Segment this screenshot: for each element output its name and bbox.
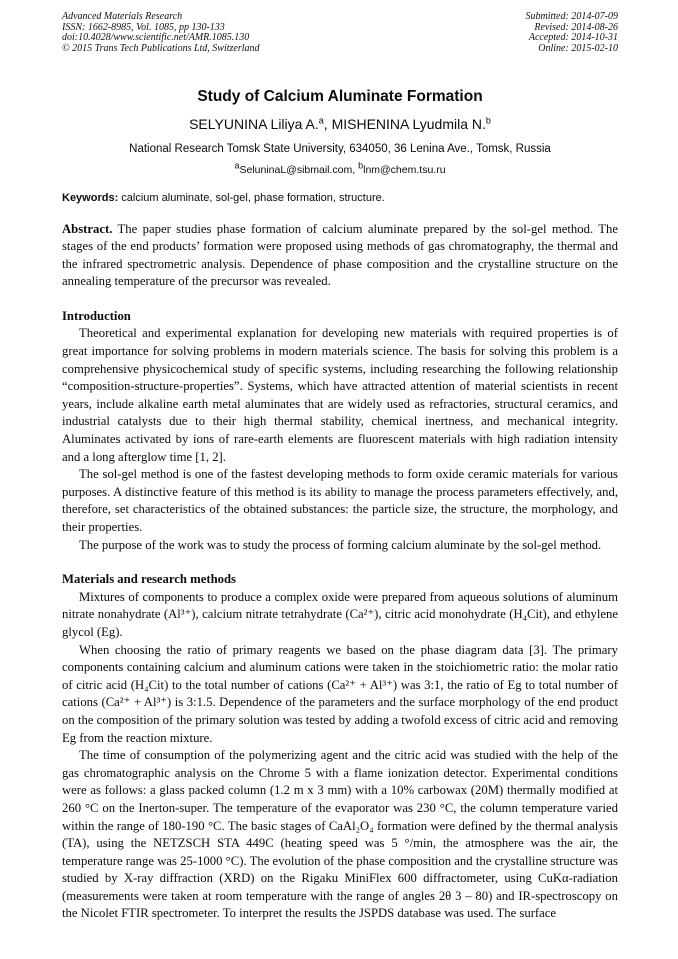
journal-header [62,12,618,54]
email-b-superscript: b [358,160,364,171]
introduction-paragraph-3: The purpose of the work was to study the process of forming calcium aluminate by the sol-gel method. [79,537,602,552]
journal-name: Advanced Materials Research [62,11,183,22]
section-heading-introduction: Introduction [62,308,131,323]
email-a: SeluninaL@sibmail.com [239,164,353,176]
emails-separator: , [352,164,359,176]
section-heading-materials-methods: Materials and research methods [62,572,236,587]
abstract-label: Abstract. [62,221,113,236]
abstract-text: The paper studies phase formation of calcium aluminate prepared by the sol-gel method. The stages of the end products’ formation were proposed using methods of gas chromatography, the thermal and the infrared spectrometric analysis. Dependence of phase composition and the crystalline structure on the annealing temperature of the precursor was revealed. [62,221,618,289]
affiliation-line: National Research Tomsk State University, 634050, 36 Lenina Ave., Tomsk, Russia [129,143,551,155]
abstract-paragraph [62,221,618,291]
author-b-superscript: b [485,115,491,126]
keywords-label: Keywords: [62,192,119,204]
submission-dates [526,12,619,54]
paper-title: Study of Calcium Aluminate Formation [197,88,483,105]
keywords-line [62,192,618,206]
submitted-date: Submitted: 2014-07-09 [525,11,618,22]
keywords-text: calcium aluminate, sol-gel, phase formation, structure. [118,192,385,204]
journal-issn-volume: ISSN: 1662-8985, Vol. 1085, pp 130-133 [62,21,225,33]
author-a-name: SELYUNINA Liliya A. [189,116,319,132]
online-date: Online: 2015-02-10 [538,42,618,54]
introduction-paragraph-2: The sol-gel method is one of the fastest developing methods to form oxide ceramic materials for various purposes. A distinctive feature of this method is its ability to manage the process parameters effectively, and, therefore, set characteristics of the obtained substances: the particle size, the structure, the morphology, and their properties. [62,467,618,534]
revised-date: Revised: 2014-08-26 [534,21,618,33]
introduction-paragraph-1: Theoretical and experimental explanation for developing new materials with required properties is of great importance for solving problems in modern materials science. The basis for solving this problem is a comprehensive physicochemical study of specific systems, including researching the following relationship “composition-structure-properties”. Systems, which have attracted attention of material scientists in recent years, include alkaline earth metal aluminates that are widely used as refractories, structural ceramics, and industrial catalysts due to their high thermal stability, chemical inertness, and mechanical integrity. Aluminates activated by ions of rare-earth elements are fluorescent materials with high radiation intensity and a long afterglow time [1, 2]. [62,326,618,464]
journal-info [62,12,260,54]
author-b-name: MISHENINA Lyudmila N. [331,116,486,132]
emails-line [62,160,618,177]
author-a-superscript: a [318,115,324,126]
journal-doi: doi:10.4028/www.scientific.net/AMR.1085.130 [62,32,250,43]
authors-separator: , [323,116,332,132]
accepted-date: Accepted: 2014-10-31 [528,32,618,43]
authors-line [62,115,618,133]
materials-paragraph-3: The time of consumption of the polymerizing agent and the citric acid was studied with the help of the gas chromatographic analysis on the Chrome 5 with a flame ionization detector. Experimental conditions were as follows: a glass packed column (1.2 m x 3 mm) with a 10% carbowax (20M) thermally modified at 260 °C on the Inerton-super. The temperature of the evaporator was 230 °C, the column temperature varied within the range of 180-190 °C. The basic stages of CaAl₂O₄ formation were defined by the thermal analysis (TA), using the NETZSCH STA 449C (heating speed was 5 °/min, the atmosphere was the air, the temperature range was 25-1000 °C). The evolution of the phase composition and the crystalline structure was studied by X-ray diffraction (XRD) on the Rigaku MiniFlex 600 diffractometer, using CuKα-radiation (measurements were taken at room temperature with the range of angles 2θ 3 – 80) and IR-spectroscopy on the Nicolet FTIR spectrometer. To interpret the results the JSPDS database was used. The surface [62,748,618,921]
email-b: lnm@chem.tsu.ru [363,164,446,176]
email-a-superscript: a [234,160,240,171]
materials-paragraph-1: Mixtures of components to produce a complex oxide were prepared from aqueous solutions of aluminum nitrate nonahydrate (Al³⁺), calcium nitrate tetrahydrate (Ca²⁺), citric acid monohydrate (H₄Cit), and ethylene glycol (Eg). [62,589,618,639]
materials-paragraph-2: When choosing the ratio of primary reagents we based on the phase diagram data [3]. The primary components containing calcium and aluminum cations were taken in the stoichiometric ratio: the molar ratio of citric acid (H₄Cit) to the total number of cations (Ca²⁺ + Al³⁺) was 3:1, the ratio of Eg to total number of cations (Ca²⁺ + Al³⁺) is 3:1.5. Dependence of the parameters and the surface morphology of the end product on the composition of the primary solution was tested by adding a twofold excess of citric acid and removing Eg from the reaction mixture. [62,642,618,745]
journal-copyright: © 2015 Trans Tech Publications Ltd, Switzerland [62,42,260,54]
